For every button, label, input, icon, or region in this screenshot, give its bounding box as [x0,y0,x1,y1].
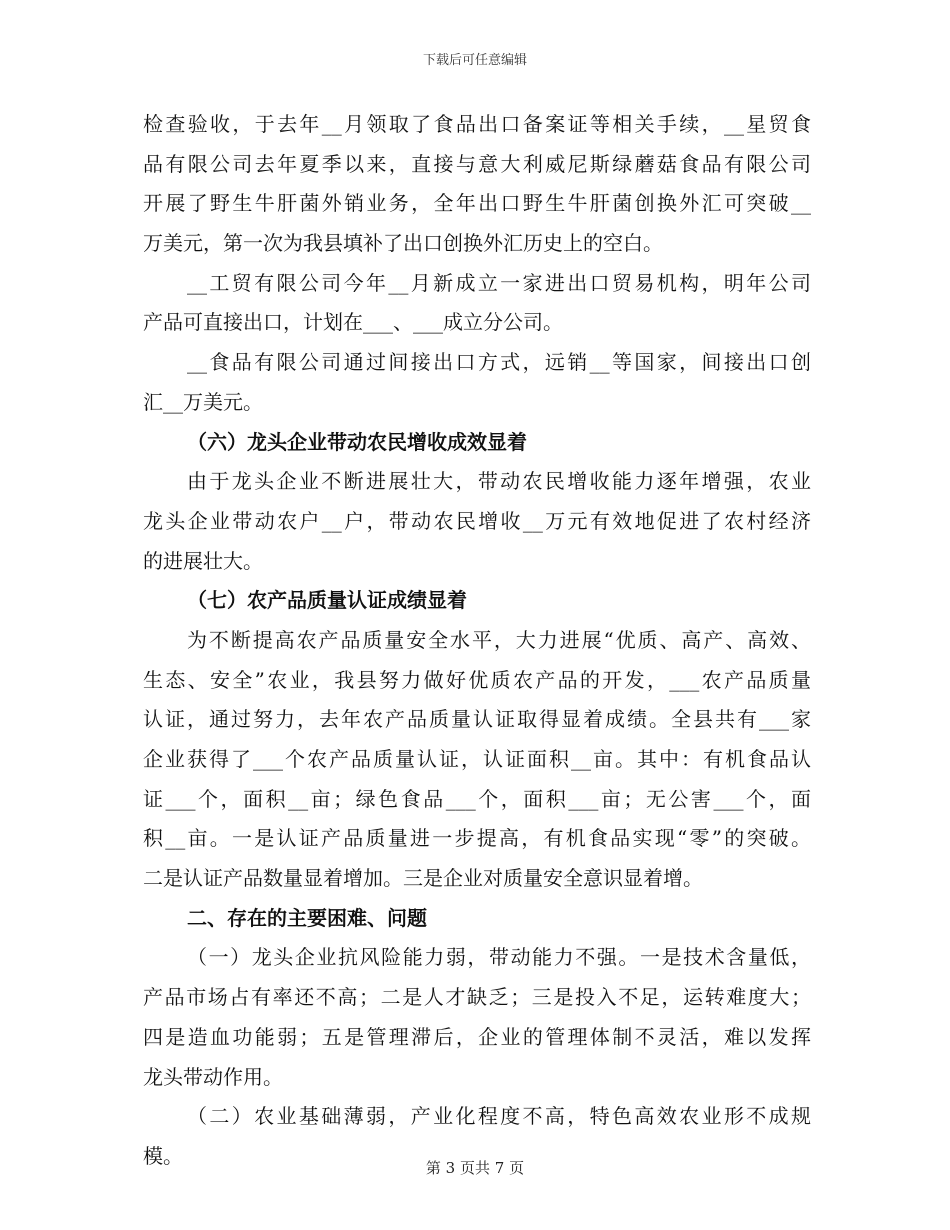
text-line: 产品市场占有率还不高；二是人才缺乏；三是投入不足，运转难度大； [143,985,811,1010]
text-line: 生态、安全”农业，我县努力做好优质农产品的开发，___农产品质量 [143,667,811,692]
text-line: 二是认证产品数量显着增加。三是企业对质量安全意识显着增。 [143,866,703,891]
section-heading: （六）龙头企业带动农民增收成效显着 [187,429,527,454]
document-body [143,105,811,1177]
text-line: 证___个，面积__亩；绿色食品___个，面积___亩；无公害___个，面 [143,786,811,811]
text-line: 认证，通过努力，去年农产品质量认证取得显着成绩。全县共有___家 [143,707,811,732]
text-line: 开展了野生牛肝菌外销业务，全年出口野生牛肝菌创换外汇可突破__ [143,191,811,216]
text-line: 的进展壮大。 [143,548,263,573]
section-heading: （七）农产品质量认证成绩显着 [187,588,467,613]
text-line: 龙头企业带动农户__户，带动农民增收__万元有效地促进了农村经济 [143,508,811,533]
text-line: （二）农业基础薄弱，产业化程度不高，特色高效农业形不成规 [187,1104,811,1129]
page-header: 下载后可任意编辑 [422,53,527,68]
text-line: 品有限公司去年夏季以来，直接与意大利威尼斯绿蘑菇食品有限公司 [143,151,811,176]
text-line: __食品有限公司通过间接出口方式，远销__等国家，间接出口创 [187,350,811,375]
text-line: 模。 [143,1143,183,1168]
text-line: 万美元，第一次为我县填补了出口创换外汇历史上的空白。 [143,231,663,256]
text-line: __工贸有限公司今年__月新成立一家进出口贸易机构，明年公司 [187,270,811,295]
text-line: 汇__万美元。 [143,389,263,414]
text-line: 四是造血功能弱；五是管理滞后，企业的管理体制不灵活，难以发挥 [143,1024,811,1049]
text-line: 产品可直接出口，计划在___、___成立分公司。 [143,310,563,335]
text-line: 企业获得了___个农产品质量认证，认证面积__亩。其中：有机食品认 [143,747,811,771]
text-line: （一）龙头企业抗风险能力弱，带动能力不强。一是技术含量低， [187,945,811,970]
text-line: 为不断提高农产品质量安全水平，大力进展“优质、高产、高效、 [187,627,811,652]
section-heading: 二、存在的主要困难、问题 [187,905,427,930]
text-line: 由于龙头企业不断进展壮大，带动农民增收能力逐年增强，农业 [187,469,811,494]
page-number: 第 3 页共 7 页 [425,1159,525,1177]
text-line: 龙头带动作用。 [143,1064,283,1089]
text-line: 检查验收，于去年__月领取了食品出口备案证等相关手续，__星贸食 [143,112,811,136]
text-line: 积__亩。一是认证产品质量进一步提高，有机食品实现“零”的突破。 [143,826,811,851]
